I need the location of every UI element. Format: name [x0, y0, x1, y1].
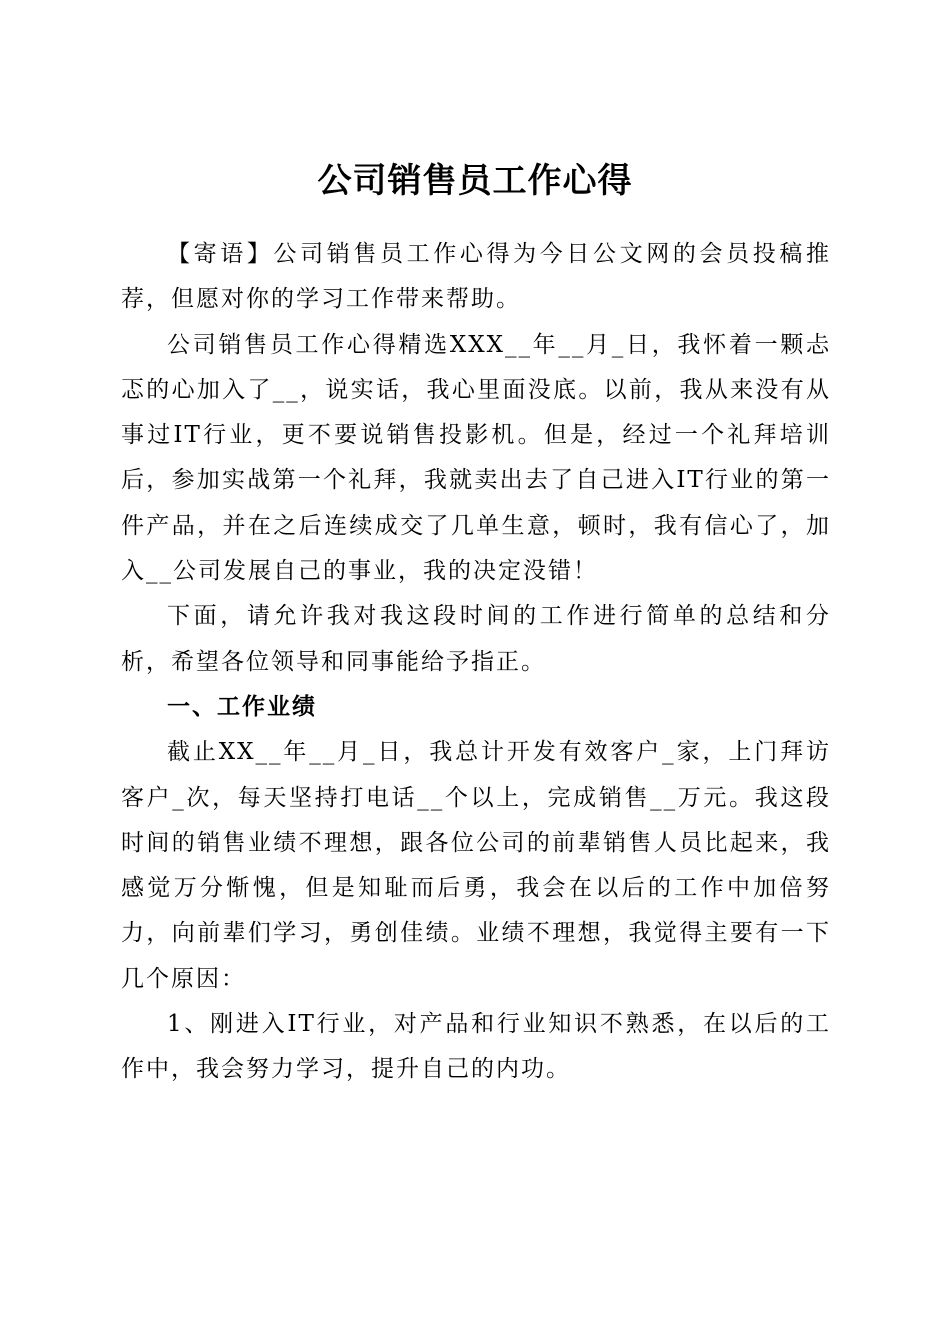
- summary-paragraph: 下面，请允许我对我这段时间的工作进行简单的总结和分析，希望各位领导和同事能给予指正。: [121, 603, 831, 675]
- document-title: 公司销售员工作心得: [317, 160, 633, 201]
- intro-paragraph: 【寄语】公司销售员工作心得为今日公文网的会员投稿推荐，但愿对你的学习工作带来帮助。: [121, 241, 831, 313]
- performance-paragraph: 截止XX__年__月_日，我总计开发有效客户_家，上门拜访客户_次，每天坚持打电话__个以上，完成销售__万元。我这段时间的销售业绩不理想，跟各位公司的前辈销售人员比起来，我感觉万分惭愧，但是知耻而后勇，我会在以后的工作中加倍努力，向前辈们学习，勇创佳绩。业绩不理想，我觉得主要有一下几个原因：: [121, 739, 831, 992]
- reason-paragraph: 1、刚进入IT行业，对产品和行业知识不熟悉，在以后的工作中，我会努力学习，提升自己的内功。: [121, 1011, 831, 1083]
- story-paragraph: 公司销售员工作心得精选XXX__年__月_日，我怀着一颗忐忑的心加入了__，说实话，我心里面没底。以前，我从来没有从事过IT行业，更不要说销售投影机。但是，经过一个礼拜培训后，参加实战第一个礼拜，我就卖出去了自己进入IT行业的第一件产品，并在之后连续成交了几单生意，顿时，我有信心了，加入__公司发展自己的事业，我的决定没错！: [121, 331, 831, 585]
- section-heading: 一、工作业绩: [167, 693, 317, 720]
- document-body: [121, 232, 831, 1093]
